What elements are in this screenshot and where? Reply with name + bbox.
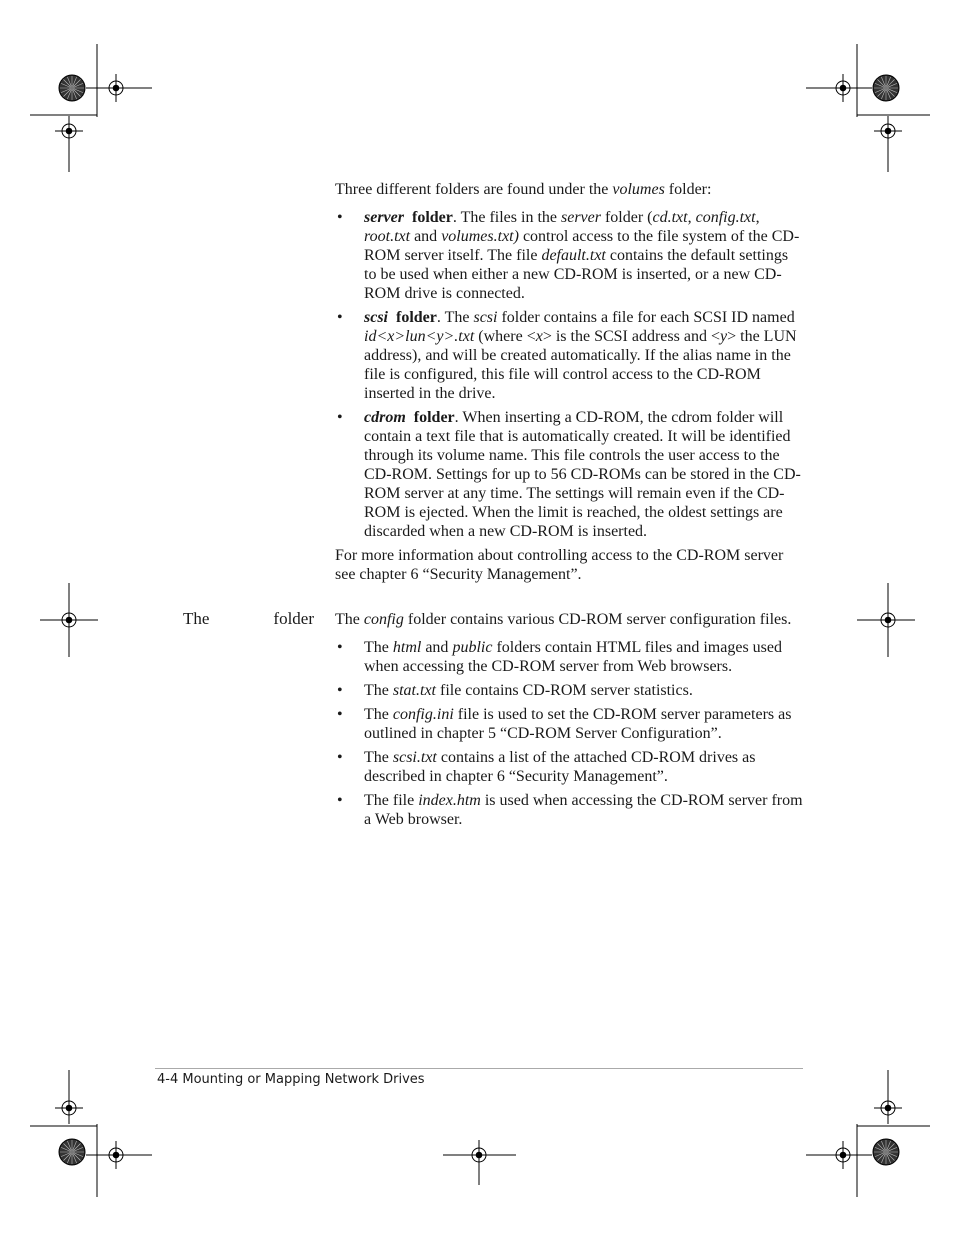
text: contains the default settings to be used when either a new CD-ROM is inserted, or a new CD-ROM drive is connected. [364, 247, 789, 302]
text: and [410, 228, 442, 245]
term-cdrom: cdrom [364, 409, 406, 426]
side-heading-folder: folder [273, 609, 314, 628]
footer-rule [155, 1068, 803, 1069]
text: The [364, 682, 393, 699]
side-heading [183, 609, 314, 629]
text: folder contains a file for each SCSI ID named [497, 309, 795, 326]
text: . When inserting a CD-ROM, the cdrom folder will contain a text file that is automatically created. It will be identified through its volume name. This file controls the user access to the CD-ROM. Settings for up to 56 CD-ROMs can be stored in the CD-ROM server at any time. The settings will remain even if the CD-ROM is ejected. When the limit is reached, the oldest settings are discarded when a new CD-ROM is inserted. [364, 409, 801, 540]
page-footer: 4-4 Mounting or Mapping Network Drives [157, 1072, 425, 1087]
text: file contains CD-ROM server statistics. [435, 682, 693, 699]
intro-paragraph [335, 180, 803, 199]
list-item-scsi [335, 308, 803, 403]
body-column-1 [335, 180, 803, 584]
term-server: server [364, 209, 404, 226]
text-italic: x [535, 328, 543, 345]
list-item-index [335, 791, 803, 829]
text: > the LUN address), and will be created automatically. If the alias name in the file is configured, this file will control access to the CD-ROM inserted in the drive. [364, 328, 797, 402]
text-italic: scsi.txt [392, 749, 437, 766]
text-italic: index.htm [418, 792, 481, 809]
body-column-2 [335, 610, 803, 834]
term-scsi: scsi [364, 309, 388, 326]
text: (where < [474, 328, 536, 345]
text: The [335, 611, 364, 628]
text-italic: config.ini [392, 706, 454, 723]
list-item-cdrom [335, 408, 803, 541]
text-italic: default.txt [541, 247, 606, 264]
text: file is used to set the CD-ROM server parameters as outlined in chapter 5 “CD-ROM Server Configuration”. [364, 706, 792, 742]
text-italic: cd.txt [652, 209, 688, 226]
folder-list [335, 208, 803, 541]
text: , [755, 209, 760, 226]
term-folder: folder [411, 209, 453, 226]
text-italic: config.txt [695, 209, 756, 226]
term-folder: folder [413, 409, 455, 426]
text: The [364, 639, 393, 656]
text-italic: stat.txt [392, 682, 436, 699]
config-intro-paragraph [335, 610, 803, 629]
text: The file [364, 792, 419, 809]
text-italic: server [560, 209, 601, 226]
list-item-config-ini [335, 705, 803, 743]
text: > is the SCSI address and < [542, 328, 720, 345]
text: . The files in the [452, 209, 561, 226]
text: Three different folders are found under the [335, 181, 613, 198]
text-italic: public [452, 639, 493, 656]
text: The [364, 749, 393, 766]
more-info-paragraph: For more information about controlling access to the CD-ROM server see chapter 6 “Security Management”. [335, 547, 784, 583]
text-italic: config [363, 611, 404, 628]
config-file-list [335, 638, 803, 829]
list-item-scsi-txt [335, 748, 803, 786]
text-italic: html [392, 639, 422, 656]
text: folder: [664, 181, 712, 198]
text-italic: volumes [612, 181, 665, 198]
list-item-server [335, 208, 803, 303]
text: , [687, 209, 696, 226]
text: contains a list of the attached CD-ROM drives as described in chapter 6 “Security Management”. [364, 749, 756, 785]
list-item-stat [335, 681, 803, 700]
text: The [364, 706, 393, 723]
text-italic: root.txt [364, 228, 411, 245]
side-heading-the: The [183, 609, 210, 628]
text-italic: volumes.txt) [441, 228, 519, 245]
list-item-html [335, 638, 803, 676]
text: folder ( [600, 209, 653, 226]
text: and [421, 639, 453, 656]
text-italic: scsi [473, 309, 498, 326]
text: is used when accessing the CD-ROM server from a Web browser. [364, 792, 803, 828]
text: folders contain HTML files and images used when accessing the CD-ROM server from Web browsers. [364, 639, 782, 675]
text: control access to the file system of the CD-ROM server itself. The file [364, 228, 800, 264]
term-folder: folder [396, 309, 437, 326]
text: folder contains various CD-ROM server configuration files. [403, 611, 792, 628]
text-italic: y [719, 328, 728, 345]
text-italic: id<x>lun<y>.txt [364, 328, 475, 345]
text: . The [436, 309, 474, 326]
